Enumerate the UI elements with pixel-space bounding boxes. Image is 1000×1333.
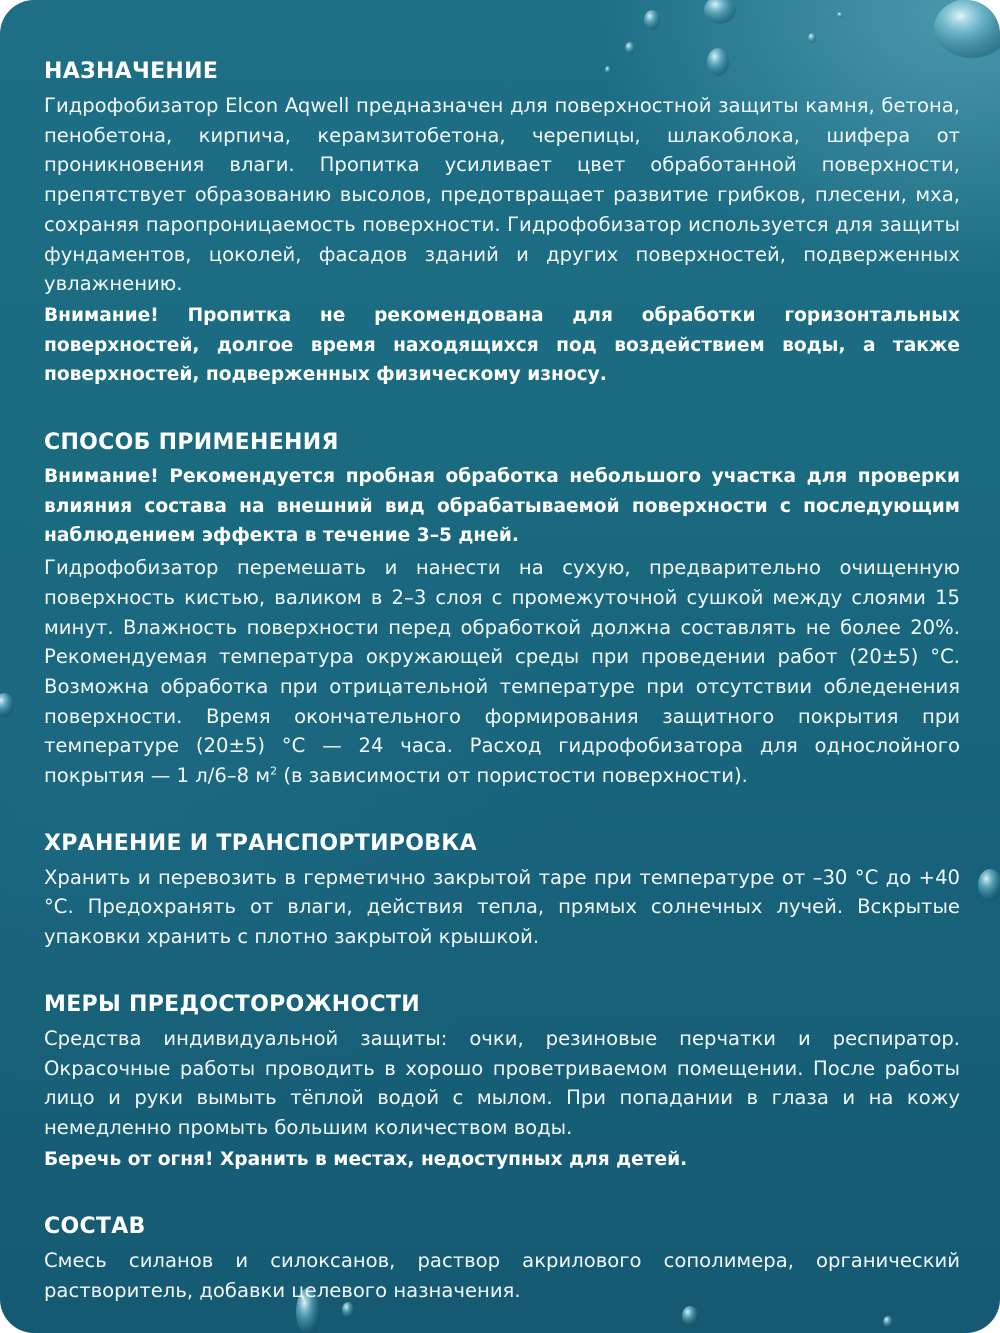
paragraph: Средства индивидуальной защиты: очки, резиновые перчатки и респиратор. Окрасочные работы проводить в хорошо проветриваемом помещении. После работы лицо и руки вымыть тёплой водой с мылом. При попадании в глаза и на кожу немедленно промыть большим количеством воды.: [44, 1026, 960, 1139]
water-drop: [934, 0, 1000, 58]
instructions-content: [44, 55, 960, 1333]
water-drop: [625, 42, 635, 54]
paragraph-text-tail: (в зависимости от пористости поверхности).: [277, 764, 748, 788]
section-title: СПОСОБ ПРИМЕНЕНИЯ: [44, 430, 339, 456]
warning-paragraph: Беречь от огня! Хранить в местах, недоступных для детей.: [44, 1148, 688, 1170]
warning-paragraph: Внимание! Рекомендуется пробная обработка небольшого участка для проверки влияния состава на внешний вид обрабатываемой поверхности с последующим наблюдением эффекта в течение 3–5 дней.: [44, 466, 960, 547]
section-precautions: [44, 988, 960, 1175]
section-title: НАЗНАЧЕНИЕ: [44, 59, 219, 84]
water-drop: [0, 693, 14, 717]
section-application: [44, 426, 960, 791]
paragraph: Хранить и перевозить в герметично закрытой таре при температуре от –30 °С до +40 °С. Предохранять от влаги, действия тепла, прямых солнечных лучей. Вскрытые упаковки хранить с плотно закрытой крышкой.: [44, 865, 960, 949]
water-drop: [808, 33, 816, 43]
water-drop: [644, 10, 660, 30]
section-title: МЕРЫ ПРЕДОСТОРОЖНОСТИ: [44, 991, 420, 1017]
paragraph: [44, 553, 960, 791]
superscript: 2: [270, 764, 278, 778]
water-drop: [704, 0, 736, 24]
section-composition: [44, 1210, 960, 1305]
water-drop: [978, 869, 1000, 901]
water-drop: [837, 12, 843, 18]
section-title: ХРАНЕНИЕ И ТРАНСПОРТИРОВКА: [44, 830, 477, 856]
paragraph: Смесь силанов и силоксанов, раствор акрилового сополимера, органический растворитель, добавки целевого назначения.: [44, 1249, 960, 1303]
section-title: СОСТАВ: [44, 1214, 146, 1240]
section-purpose: [44, 55, 960, 390]
warning-paragraph: Внимание! Пропитка не рекомендована для обработки горизонтальных поверхностей, долгое время находящихся под воздействием воды, а также поверхностей, подверженных физическому износу.: [44, 304, 960, 386]
paragraph-text: Гидрофобизатор перемешать и нанести на сухую, предварительно очищенную поверхность кистью, валиком в 2–3 слоя с промежуточной сушкой между слоями 15 минут. Влажность поверхности перед обработкой должна составлять не более 20%. Рекомендуемая температура окружающей среды при проведении работ (20±5) °С. Возможна обработка при отрицательной температуре при отсутствии обледенения поверхности. Время окончательного формирования защитного покрытия при температуре (20±5) °С — 24 часа. Расход гидрофобизатора для однослойного покрытия — 1 л/6–8 м: [44, 556, 960, 788]
section-storage: [44, 827, 960, 952]
paragraph: Гидрофобизатор Elcon Aqwell предназначен для поверхностной защиты камня, бетона, пенобетона, кирпича, керамзитобетона, черепицы, шлакоблока, шифера от проникновения влаги. Пропитка усиливает цвет обработанной поверхности, препятствует образованию высолов, предотвращает развитие грибков, плесени, мха, сохраняя паропроницаемость поверхности. Гидрофобизатор используется для защиты фундаментов, цоколей, фасадов зданий и других поверхностей, подверженных увлажнению.: [44, 94, 960, 296]
